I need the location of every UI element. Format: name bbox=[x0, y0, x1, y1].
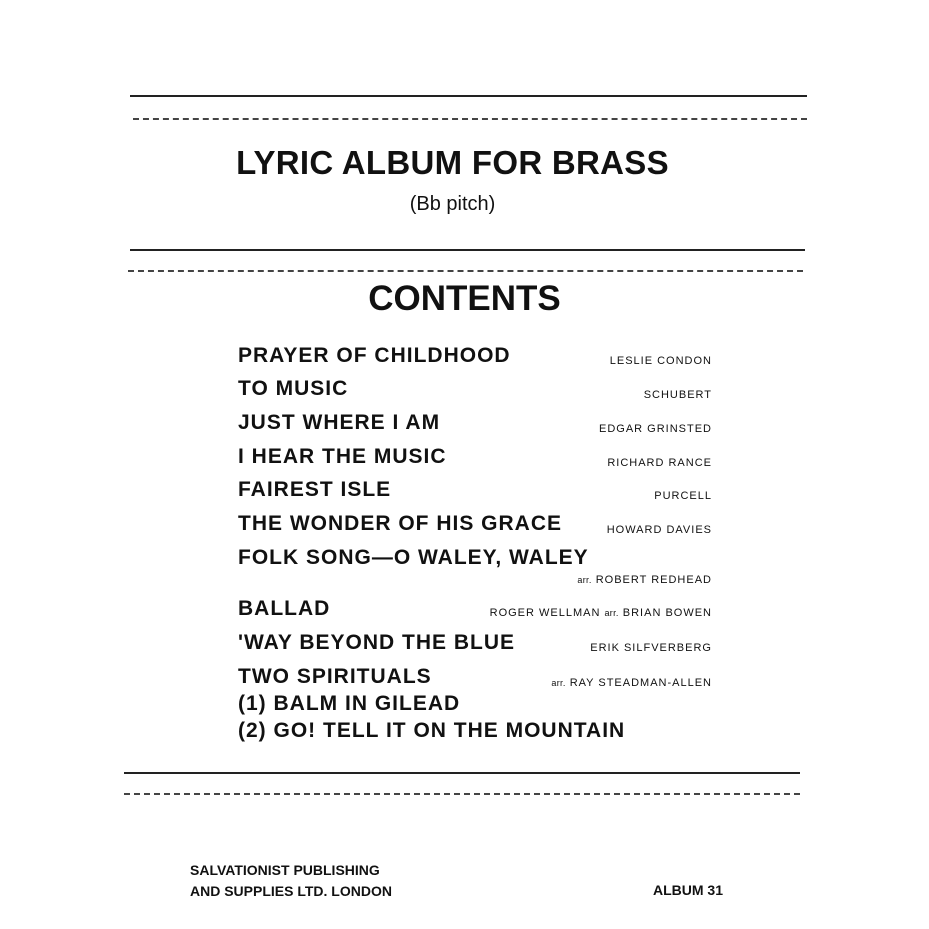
entry-title: PRAYER OF CHILDHOOD bbox=[238, 344, 511, 367]
entry-credit: ERIK SILFVERBERG bbox=[590, 642, 712, 654]
arr-label: arr. bbox=[551, 678, 566, 688]
mid-rule-1 bbox=[130, 249, 805, 251]
entry-credit: RICHARD RANCE bbox=[607, 457, 712, 469]
entry-title: BALLAD bbox=[238, 597, 331, 620]
entry-title: THE WONDER OF HIS GRACE bbox=[238, 512, 563, 535]
entry-credit: LESLIE CONDON bbox=[609, 355, 712, 367]
entry-title: 'WAY BEYOND THE BLUE bbox=[238, 631, 516, 654]
arr-label: arr. bbox=[604, 608, 619, 618]
top-rule-1 bbox=[130, 95, 807, 97]
publisher-line: AND SUPPLIES LTD. LONDON bbox=[190, 883, 392, 899]
bottom-rule-2 bbox=[124, 793, 800, 795]
entry-credit: SCHUBERT bbox=[643, 389, 712, 401]
arranger-name: RAY STEADMAN-ALLEN bbox=[569, 677, 712, 689]
entry-title: (2) GO! TELL IT ON THE MOUNTAIN bbox=[238, 719, 626, 742]
bottom-rule-1 bbox=[124, 772, 800, 774]
entry-title: FOLK SONG—O WALEY, WALEY bbox=[238, 546, 589, 569]
contents-heading bbox=[0, 279, 929, 319]
composer-name: ROGER WELLMAN bbox=[489, 607, 601, 619]
album-subtitle bbox=[0, 193, 929, 216]
album-title-text: LYRIC ALBUM FOR BRASS bbox=[236, 144, 669, 181]
entry-title: I HEAR THE MUSIC bbox=[238, 445, 447, 468]
contents-heading-text: CONTENTS bbox=[368, 279, 561, 318]
top-rule-2 bbox=[133, 118, 807, 120]
arranger-name: BRIAN BOWEN bbox=[622, 607, 712, 619]
album-number: ALBUM 31 bbox=[653, 882, 724, 898]
entry-title: FAIREST ISLE bbox=[238, 478, 392, 501]
entry-credit: PURCELL bbox=[654, 490, 712, 502]
arr-label: arr. bbox=[577, 575, 592, 585]
arranger-name: ROBERT REDHEAD bbox=[595, 574, 712, 586]
album-subtitle-text: (Bb pitch) bbox=[409, 193, 496, 215]
mid-rule-2 bbox=[128, 270, 803, 272]
publisher-line: SALVATIONIST PUBLISHING bbox=[190, 862, 380, 878]
entry-title: TWO SPIRITUALS bbox=[238, 665, 432, 688]
entry-credit bbox=[490, 607, 712, 619]
entry-credit bbox=[577, 574, 712, 586]
entry-title: JUST WHERE I AM bbox=[238, 411, 441, 434]
entry-title: TO MUSIC bbox=[238, 377, 349, 400]
publisher-imprint bbox=[190, 860, 392, 902]
entry-credit: HOWARD DAVIES bbox=[606, 524, 712, 536]
entry-credit: EDGAR GRINSTED bbox=[598, 423, 712, 435]
entry-credit bbox=[551, 677, 712, 689]
entry-title: (1) BALM IN GILEAD bbox=[238, 692, 461, 715]
album-title bbox=[0, 144, 929, 182]
